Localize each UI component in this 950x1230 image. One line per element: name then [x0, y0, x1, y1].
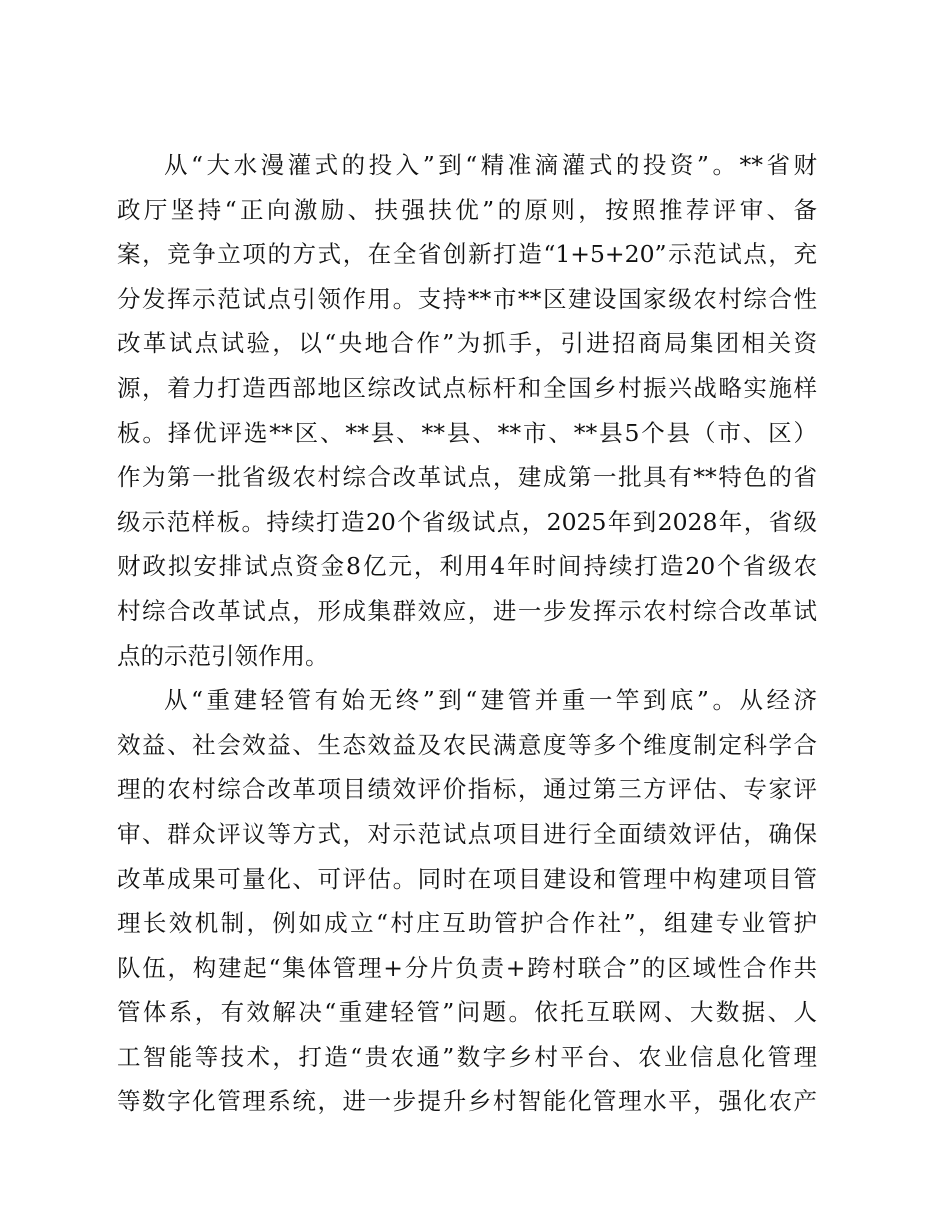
text-line: 效益、社会效益、生态效益及农民满意度等多个维度制定科学合 [117, 730, 817, 759]
text-line: 村综合改革试点，形成集群效应，进一步发挥示农村综合改革试 [117, 596, 817, 625]
text-line: 队伍，构建起“集体管理+分片负责+跨村联合”的区域性合作共 [117, 953, 817, 982]
text-line: 工智能等技术，打造“贵农通”数字乡村平台、农业信息化管理 [117, 1042, 817, 1071]
paragraph-2 [117, 678, 817, 1124]
text-line: 从“重建轻管有始无终”到“建管并重一竿到底”。从经济 [164, 686, 817, 715]
text-line: 源，着力打造西部地区综改试点标杆和全国乡村振兴战略实施样 [117, 373, 817, 402]
text-line: 理长效机制，例如成立“村庄互助管护合作社”，组建专业管护 [117, 909, 817, 938]
text-line: 点的示范引领作用。 [117, 641, 329, 670]
text-line: 作为第一批省级农村综合改革试点，建成第一批具有**特色的省 [117, 463, 817, 492]
text-line: 改革成果可量化、可评估。同时在项目建设和管理中构建项目管 [117, 864, 817, 893]
text-line: 板。择优评选**区、**县、**县、**市、**县5个县（市、区） [117, 418, 817, 447]
text-line: 理的农村综合改革项目绩效评价指标，通过第三方评估、专家评 [117, 775, 817, 804]
text-line: 案，竞争立项的方式，在全省创新打造“1+5+20”示范试点，充 [117, 240, 817, 269]
text-line: 审、群众评议等方式，对示范试点项目进行全面绩效评估，确保 [117, 819, 817, 848]
text-line: 管体系，有效解决“重建轻管”问题。依托互联网、大数据、人 [117, 998, 817, 1027]
text-line: 从“大水漫灌式的投入”到“精准滴灌式的投资”。**省财 [164, 151, 817, 179]
paragraph-1 [117, 143, 817, 678]
text-line: 级示范样板。持续打造20个省级试点，2025年到2028年，省级 [117, 507, 817, 536]
document-body [117, 143, 817, 1124]
text-line: 政厅坚持“正向激励、扶强扶优”的原则，按照推荐评审、备 [117, 195, 817, 224]
text-line: 分发挥示范试点引领作用。支持**市**区建设国家级农村综合性 [117, 284, 817, 313]
text-line: 等数字化管理系统，进一步提升乡村智能化管理水平，强化农产 [117, 1087, 817, 1116]
text-line: 财政拟安排试点资金8亿元，利用4年时间持续打造20个省级农 [117, 552, 817, 581]
text-line: 改革试点试验，以“央地合作”为抓手，引进招商局集团相关资 [117, 329, 817, 358]
